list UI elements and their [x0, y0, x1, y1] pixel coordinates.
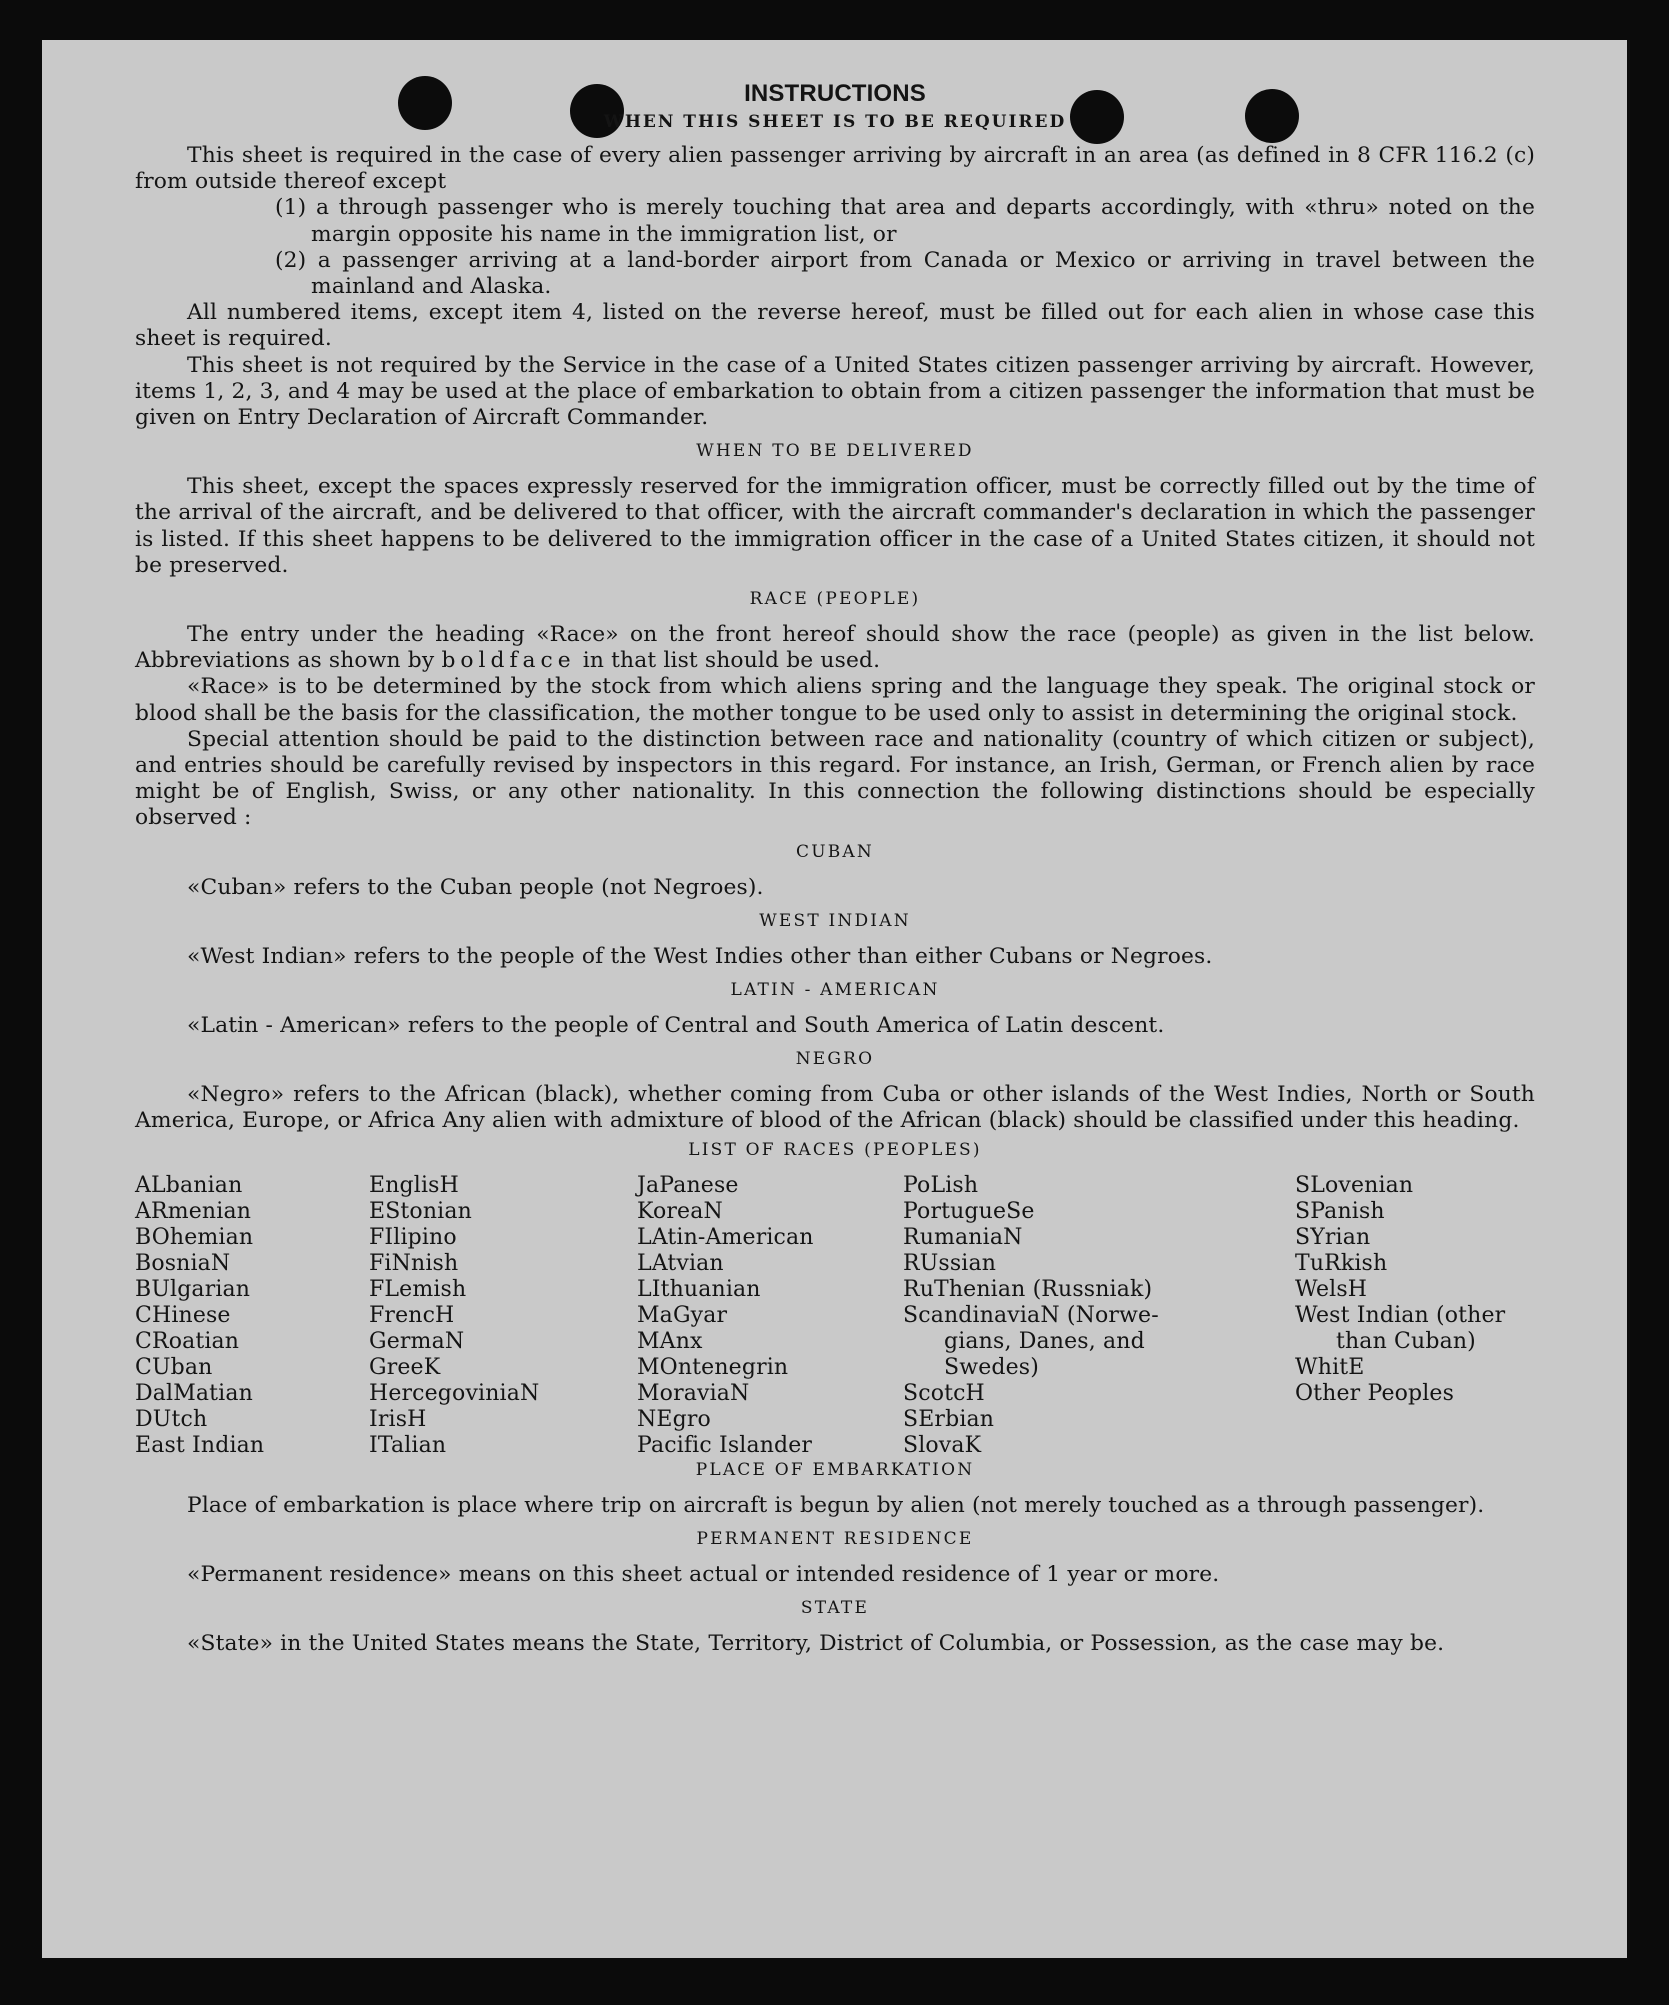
- paragraph: [135, 622, 1535, 674]
- race-entry: CHinese: [135, 1302, 231, 1328]
- race-entry: LIthuanian: [637, 1276, 761, 1302]
- race-entry: Swedes): [944, 1354, 1039, 1380]
- document-body: [135, 80, 1535, 1657]
- race-entry: JaPanese: [637, 1172, 739, 1198]
- race-entry: Other Peoples: [1295, 1380, 1455, 1406]
- race-entry: FLemish: [369, 1276, 467, 1302]
- race-entry: MAnx: [637, 1328, 703, 1354]
- paragraph: «Cuban» refers to the Cuban people (not Negroes).: [187, 874, 764, 900]
- paragraph: This sheet is required in the case of every alien passenger arriving by aircraft in an area (as defined in 8 CFR 116.2 (c) from outside thereof except: [135, 143, 1535, 195]
- paragraph: All numbered items, except item 4, listed on the reverse hereof, must be filled out for each alien in whose case this sheet is required.: [135, 300, 1535, 352]
- race-entry: DUtch: [135, 1406, 208, 1432]
- race-entry: HercegoviniaN: [369, 1380, 540, 1406]
- section-heading: WHEN THIS SHEET IS TO BE REQUIRED: [603, 112, 1067, 132]
- race-entry: CUban: [135, 1354, 213, 1380]
- race-entry: BUlgarian: [135, 1276, 251, 1302]
- race-entry: SLovenian: [1295, 1172, 1414, 1198]
- race-entry: SErbian: [903, 1406, 995, 1432]
- paragraph: «Negro» refers to the African (black), whether coming from Cuba or other islands of the West Indies, North or South America, Europe, or Africa Any alien with admixture of blood of the African (black) should be classified under this heading.: [135, 1082, 1535, 1134]
- race-entry: WelsH: [1295, 1276, 1368, 1302]
- paragraph: Place of embarkation is place where trip on aircraft is begun by alien (not merely touched as a through passenger).: [187, 1492, 1485, 1518]
- section-heading: WEST INDIAN: [759, 910, 911, 931]
- race-entry: KoreaN: [637, 1198, 723, 1224]
- paragraph: Special attention should be paid to the distinction between race and nationality (country of which citizen or subject), and entries should be carefully revised by inspectors in this regard. For instance, an Irish, German, or French alien by race might be of English, Swiss, or any other nationality. In this connection the following distinctions should be especially observed :: [135, 726, 1535, 831]
- section-heading: NEGRO: [795, 1049, 875, 1070]
- race-entry: ScandinaviaN (Norwe-: [903, 1302, 1159, 1328]
- race-column: [903, 1173, 1159, 1459]
- section-heading: RACE (PEOPLE): [749, 589, 921, 610]
- race-entry: BOhemian: [135, 1224, 254, 1250]
- race-entry: Pacific Islander: [637, 1432, 813, 1458]
- race-entry: CRoatian: [135, 1328, 240, 1354]
- race-entry: MaGyar: [637, 1302, 728, 1328]
- paragraph: This sheet is not required by the Service in the case of a United States citizen passenger arriving by aircraft. However, items 1, 2, 3, and 4 may be used at the place of embarkation to obtain from a citizen passenger the information that must be given on Entry Declaration of Aircraft Commander.: [135, 352, 1535, 431]
- race-column: [135, 1173, 264, 1459]
- text-run: The entry under the heading «Race» on the front hereof should show the race (people) as given in the list below. Abbreviations as shown by: [135, 622, 1535, 674]
- race-entry: West Indian (other: [1295, 1302, 1506, 1328]
- paragraph: This sheet, except the spaces expressly reserved for the immigration officer, must be correctly filled out by the time of the arrival of the aircraft, and be delivered to that officer, with the aircraft commander's declaration in which the passenger is listed. If this sheet happens to be delivered to the immigration officer in the case of a United States citizen, it should not be preserved.: [135, 474, 1535, 578]
- page-title: INSTRUCTIONS: [744, 80, 926, 107]
- text-run: in that list should be used.: [582, 648, 881, 674]
- race-entry: IrisH: [369, 1406, 427, 1432]
- race-entry: FIlipino: [369, 1224, 457, 1250]
- race-entry: PortugueSe: [903, 1198, 1035, 1224]
- race-entry: RUssian: [903, 1250, 997, 1276]
- list-item: (1) a through passenger who is merely touching that area and departs accordingly, with «thru» noted on the margin opposite his name in the immigration list, or: [275, 195, 1535, 247]
- race-entry: MOntenegrin: [637, 1354, 789, 1380]
- race-entry: PoLish: [903, 1172, 979, 1198]
- paragraph: «State» in the United States means the State, Territory, District of Columbia, or Possession, as the case may be.: [187, 1631, 1445, 1657]
- document-sheet: [42, 40, 1627, 1958]
- race-entry: SlovaK: [903, 1432, 982, 1458]
- paragraph: «Permanent residence» means on this sheet actual or intended residence of 1 year or more.: [187, 1561, 1220, 1587]
- race-entry: MoraviaN: [637, 1380, 750, 1406]
- section-heading: LATIN - AMERICAN: [730, 980, 940, 1001]
- section-heading: PLACE OF EMBARKATION: [695, 1459, 975, 1480]
- race-entry: gians, Danes, and: [944, 1328, 1145, 1354]
- race-entry: WhitE: [1295, 1354, 1365, 1380]
- race-entry: ALbanian: [135, 1172, 243, 1198]
- section-heading: LIST OF RACES (PEOPLES): [688, 1139, 982, 1160]
- race-list: [135, 1173, 1535, 1473]
- race-entry: EnglisH: [369, 1172, 459, 1198]
- race-column: [369, 1173, 539, 1459]
- race-entry: DalMatian: [135, 1380, 253, 1406]
- race-entry: ScotcH: [903, 1380, 985, 1406]
- race-entry: SYrian: [1295, 1224, 1371, 1250]
- race-entry: than Cuban): [1336, 1328, 1476, 1354]
- text-run: boldface: [441, 648, 576, 674]
- race-entry: LAtin-American: [637, 1224, 814, 1250]
- section-heading: PERMANENT RESIDENCE: [696, 1528, 974, 1549]
- race-entry: East Indian: [135, 1432, 265, 1458]
- race-entry: BosniaN: [135, 1250, 231, 1276]
- race-entry: NEgro: [637, 1406, 711, 1432]
- race-entry: RuThenian (Russniak): [903, 1276, 1153, 1302]
- race-column: [1295, 1173, 1505, 1407]
- race-entry: SPanish: [1295, 1198, 1385, 1224]
- race-entry: ARmenian: [135, 1198, 252, 1224]
- race-entry: LAtvian: [637, 1250, 724, 1276]
- section-heading: CUBAN: [796, 841, 874, 862]
- race-entry: EStonian: [369, 1198, 472, 1224]
- list-item: (2) a passenger arriving at a land-border airport from Canada or Mexico or arriving in travel between the mainland and Alaska.: [275, 247, 1535, 300]
- race-column: [637, 1173, 814, 1459]
- race-entry: RumaniaN: [903, 1224, 1023, 1250]
- race-entry: FiNnish: [369, 1250, 459, 1276]
- race-entry: GermaN: [369, 1328, 465, 1354]
- race-entry: ITalian: [369, 1432, 447, 1458]
- paragraph: «West Indian» refers to the people of the West Indies other than either Cubans or Negroes.: [187, 943, 1213, 969]
- race-entry: GreeK: [369, 1354, 441, 1380]
- race-entry: TuRkish: [1295, 1250, 1388, 1276]
- paragraph: «Latin - American» refers to the people of Central and South America of Latin descent.: [187, 1013, 1165, 1039]
- paragraph: «Race» is to be determined by the stock from which aliens spring and the language they speak. The original stock or blood shall be the basis for the classification, the mother tongue to be used only to assist in determining the original stock.: [135, 674, 1535, 726]
- section-heading: WHEN TO BE DELIVERED: [696, 441, 974, 462]
- section-heading: STATE: [800, 1598, 870, 1619]
- race-entry: FrencH: [369, 1302, 455, 1328]
